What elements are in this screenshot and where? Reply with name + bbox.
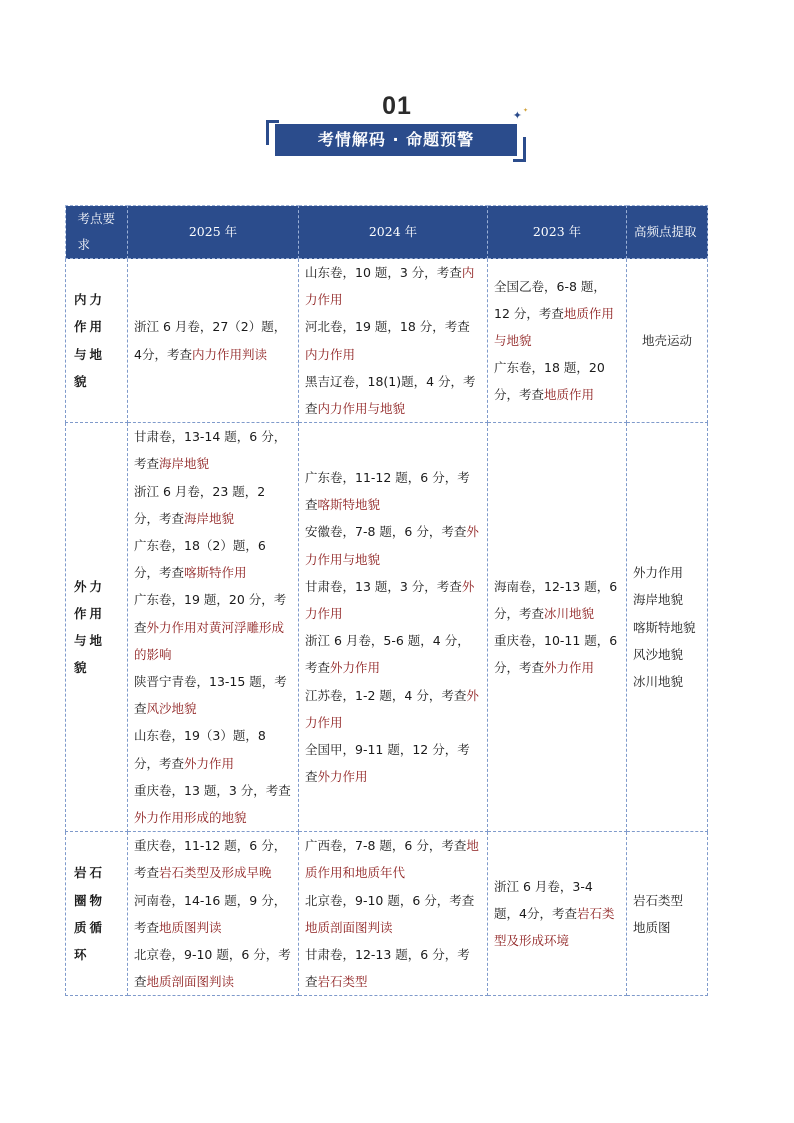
exam-entry xyxy=(305,573,482,627)
exam-entry-source: 广东卷，19 题，20 分，考查 xyxy=(134,592,287,635)
topic-cell: 内力作用与地貌 xyxy=(66,259,128,423)
exam-entry-source: 甘肃卷，13-14 题，6 分，考查 xyxy=(134,429,287,472)
exam-entry-source: 陕晋宁青卷，13-15 题，考查 xyxy=(134,674,287,717)
section-number: 01 xyxy=(382,92,412,120)
exam-cell-2025 xyxy=(128,259,299,423)
exam-entry-source: 重庆卷，13 题，3 分，考查 xyxy=(134,782,291,798)
exam-entry xyxy=(305,313,482,367)
exam-cell-2025 xyxy=(128,423,299,832)
topic-cell: 外力作用与地貌 xyxy=(66,423,128,832)
table-row xyxy=(66,259,708,423)
exam-entry xyxy=(305,259,482,313)
exam-entry-source: 全国甲，9-11 题，12 分，考查 xyxy=(305,742,470,785)
exam-entry-topic: 地质剖面图判读 xyxy=(305,919,393,935)
exam-entry xyxy=(134,423,293,477)
exam-entry-topic: 地质图判读 xyxy=(159,919,222,935)
exam-entry-topic: 外力作用对黄河浮雕形成的影响 xyxy=(134,619,285,662)
frequency-cell xyxy=(627,423,708,832)
section-banner xyxy=(266,107,528,164)
header-frequency: 高频点提取 xyxy=(627,206,708,259)
exam-cell-2025 xyxy=(128,832,299,996)
exam-cell-2023 xyxy=(488,423,627,832)
exam-entry-source: 甘肃卷，13 题，3 分，考查 xyxy=(305,578,462,594)
exam-entry xyxy=(305,887,482,941)
exam-entry-topic: 喀斯特地貌 xyxy=(317,497,381,513)
frequency-cell xyxy=(627,259,708,423)
exam-entry-topic: 外力作用 xyxy=(305,578,475,622)
exam-entry xyxy=(134,722,293,776)
exam-entry xyxy=(305,627,482,681)
frequency-item: 风沙地貌 xyxy=(633,646,684,662)
sparkle-icon: ✦ xyxy=(512,109,522,122)
exam-entry-topic: 外力作用 xyxy=(317,769,368,785)
exam-entry-topic: 内力作用 xyxy=(305,346,356,362)
exam-entry-topic: 外力作用 xyxy=(305,687,479,730)
exam-entry-source: 安徽卷，7-8 题，6 分，考查 xyxy=(305,524,467,540)
frequency-item: 冰川地貌 xyxy=(633,674,684,690)
exam-entry-source: 甘肃卷，12-13 题，6 分，考查 xyxy=(305,947,470,990)
exam-cell-2024 xyxy=(299,423,488,832)
exam-entry-source: 河南卷，14-16 题，9 分，考查 xyxy=(134,892,287,935)
exam-entry-source: 山东卷，10 题，3 分，考查 xyxy=(305,265,462,280)
exam-entry-source: 重庆卷，10-11 题，6 分，考查 xyxy=(494,633,618,676)
exam-entry xyxy=(494,627,621,681)
table-header-row xyxy=(66,206,708,259)
frequency-item: 外力作用 xyxy=(633,565,684,581)
exam-entry xyxy=(134,887,293,941)
exam-entry-topic: 外力作用形成的地貌 xyxy=(134,810,247,826)
exam-entry-topic: 冰川地貌 xyxy=(544,606,595,622)
exam-entry-source: 黑吉辽卷，18(1)题，4 分，考查 xyxy=(305,373,476,417)
exam-entry-topic: 岩石类型及形成环境 xyxy=(494,906,615,949)
exam-entry xyxy=(134,586,293,668)
exam-cell-2024 xyxy=(299,832,488,996)
exam-entry-topic: 地质剖面图判读 xyxy=(146,974,235,990)
frequency-cell xyxy=(627,832,708,996)
exam-entry-topic: 地质作用 xyxy=(544,387,595,403)
exam-entry-topic: 外力作用 xyxy=(330,660,381,676)
exam-entry-topic: 海岸地貌 xyxy=(184,510,235,526)
header-point: 考点要求 xyxy=(66,206,128,259)
topic-cell: 岩石圈物质循环 xyxy=(66,832,128,996)
exam-entry-source: 浙江 6 月卷，5-6 题，4 分，考查 xyxy=(305,633,470,676)
exam-entry xyxy=(134,777,293,831)
exam-entry-topic: 内力作用 xyxy=(305,265,475,308)
exam-entry-topic: 外力作用 xyxy=(544,660,595,676)
exam-entry-source: 广西卷，7-8 题，6 分，考查 xyxy=(305,838,467,854)
exam-entry xyxy=(305,464,482,518)
exam-cell-2023 xyxy=(488,832,627,996)
exam-entry-topic: 海岸地貌 xyxy=(159,456,210,472)
exam-entry-source: 广东卷，18（2）题，6 分，考查 xyxy=(134,538,266,581)
exam-entry xyxy=(494,573,621,627)
exam-entry-topic: 地质作用和地质年代 xyxy=(305,838,479,881)
exam-entry xyxy=(305,682,482,736)
exam-entry-topic: 岩石类型及形成早晚 xyxy=(159,865,272,881)
exam-analysis-table xyxy=(65,205,708,996)
exam-entry-source: 重庆卷，11-12 题，6 分，考查 xyxy=(134,838,287,881)
exam-entry xyxy=(494,273,621,355)
exam-entry-source: 浙江 6 月卷，27（2）题，4分，考查 xyxy=(134,319,287,362)
exam-entry-topic: 内力作用与地貌 xyxy=(317,401,406,417)
banner-title: 考情解码 · 命题预警 xyxy=(275,124,517,156)
exam-entry-source: 浙江 6 月卷，23 题，2 分，考查 xyxy=(134,483,266,526)
exam-entry-topic: 外力作用与地貌 xyxy=(305,524,479,567)
exam-entry-topic: 风沙地貌 xyxy=(146,701,197,717)
frequency-item: 地壳运动 xyxy=(641,333,692,348)
frequency-item: 喀斯特地貌 xyxy=(633,619,696,635)
exam-entry-source: 全国乙卷，6-8 题，12 分，考查 xyxy=(494,278,606,321)
exam-entry xyxy=(305,941,482,995)
exam-entry xyxy=(305,736,482,790)
exam-entry-source: 浙江 6 月卷，3-4 题，4分，考查 xyxy=(494,879,593,922)
exam-entry-source: 北京卷，9-10 题，6 分，考查 xyxy=(305,892,475,908)
header-2023: 2023 年 xyxy=(488,206,627,259)
exam-entry xyxy=(494,873,621,955)
exam-cell-2024 xyxy=(299,259,488,423)
exam-cell-2023 xyxy=(488,259,627,423)
exam-entry-topic: 地质作用与地貌 xyxy=(494,305,614,348)
table-row xyxy=(66,832,708,996)
exam-entry-topic: 内力作用判读 xyxy=(191,346,267,362)
exam-entry-source: 河北卷，19 题，18 分，考查 xyxy=(305,319,470,335)
exam-entry-source: 江苏卷，1-2 题，4 分，考查 xyxy=(305,687,467,703)
exam-entry-source: 北京卷，9-10 题，6 分，考查 xyxy=(134,947,291,990)
exam-entry-topic: 岩石类型 xyxy=(317,974,368,990)
frequency-item: 地质图 xyxy=(633,919,671,935)
exam-entry xyxy=(305,832,482,886)
header-2025: 2025 年 xyxy=(128,206,299,259)
exam-entry xyxy=(494,354,621,408)
exam-entry xyxy=(305,518,482,572)
exam-entry xyxy=(134,832,293,886)
exam-entry xyxy=(134,313,293,367)
exam-entry-topic: 喀斯特作用 xyxy=(184,565,247,581)
exam-entry-source: 广东卷，11-12 题，6 分，考查 xyxy=(305,470,470,513)
sparkle-small-icon: ✦ xyxy=(522,107,528,114)
exam-entry-source: 山东卷，19（3）题，8 分，考查 xyxy=(134,728,266,771)
exam-entry xyxy=(305,368,482,422)
header-2024: 2024 年 xyxy=(299,206,488,259)
exam-entry-topic: 外力作用 xyxy=(184,755,235,771)
exam-entry-source: 海南卷，12-13 题，6 分，考查 xyxy=(494,578,618,622)
frequency-item: 海岸地貌 xyxy=(633,592,684,608)
frequency-item: 岩石类型 xyxy=(633,892,684,908)
exam-entry xyxy=(134,668,293,722)
exam-entry xyxy=(134,941,293,995)
exam-entry xyxy=(134,478,293,532)
table-row xyxy=(66,423,708,832)
exam-entry xyxy=(134,532,293,586)
exam-entry-source: 广东卷，18 题，20 分，考查 xyxy=(494,360,605,403)
